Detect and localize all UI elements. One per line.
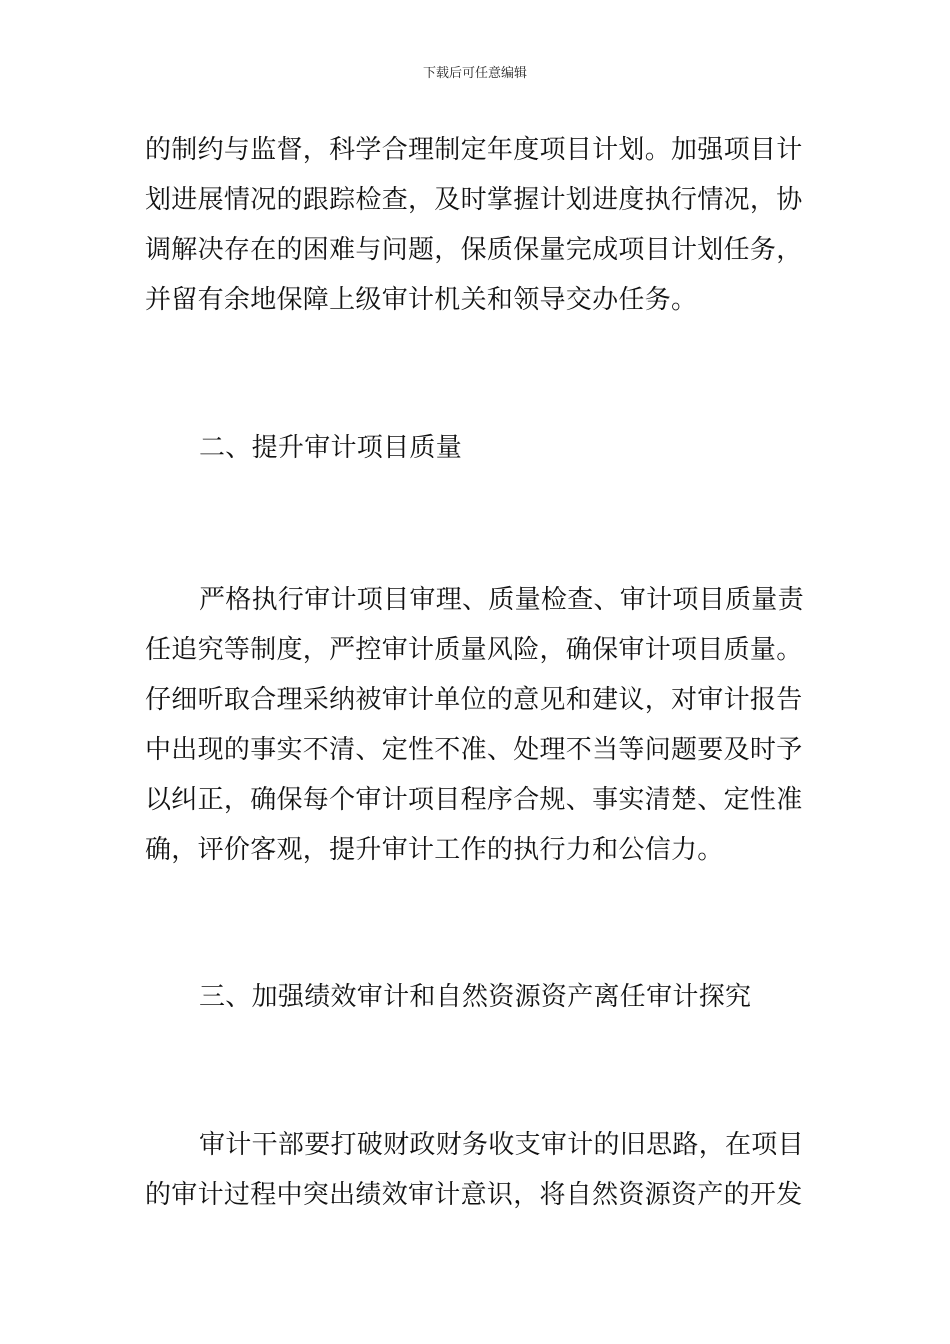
paragraph-line: 确，评价客观，提升审计工作的执行力和公信力。	[145, 835, 724, 865]
paragraph-line: 以纠正，确保每个审计项目程序合规、事实清楚、定性准	[145, 785, 803, 815]
section-heading-2: 二、提升审计项目质量	[199, 433, 463, 463]
paragraph-line: 仔细听取合理采纳被审计单位的意见和建议，对审计报告	[145, 685, 803, 715]
paragraph-line: 划进展情况的跟踪检查，及时掌握计划进度执行情况，协	[145, 185, 803, 215]
paragraph-3	[145, 1120, 807, 1220]
page-header: 下载后可任意编辑	[422, 66, 527, 81]
paragraph-2	[145, 575, 807, 875]
paragraph-line: 的制约与监督，科学合理制定年度项目计划。加强项目计	[145, 135, 803, 165]
paragraph-1	[145, 125, 807, 325]
paragraph-line: 并留有余地保障上级审计机关和领导交办任务。	[145, 285, 698, 315]
paragraph-line: 中出现的事实不清、定性不准、处理不当等问题要及时予	[145, 735, 803, 765]
paragraph-line: 审计干部要打破财政财务收支审计的旧思路，在项目	[199, 1130, 804, 1160]
paragraph-line: 任追究等制度，严控审计质量风险，确保审计项目质量。	[145, 635, 803, 665]
paragraph-line: 调解决存在的困难与问题，保质保量完成项目计划任务，	[145, 235, 803, 265]
paragraph-line: 的审计过程中突出绩效审计意识，将自然资源资产的开发	[145, 1180, 803, 1210]
paragraph-line: 严格执行审计项目审理、质量检查、审计项目质量责	[199, 585, 804, 615]
section-heading-3: 三、加强绩效审计和自然资源资产离任审计探究	[199, 982, 752, 1012]
